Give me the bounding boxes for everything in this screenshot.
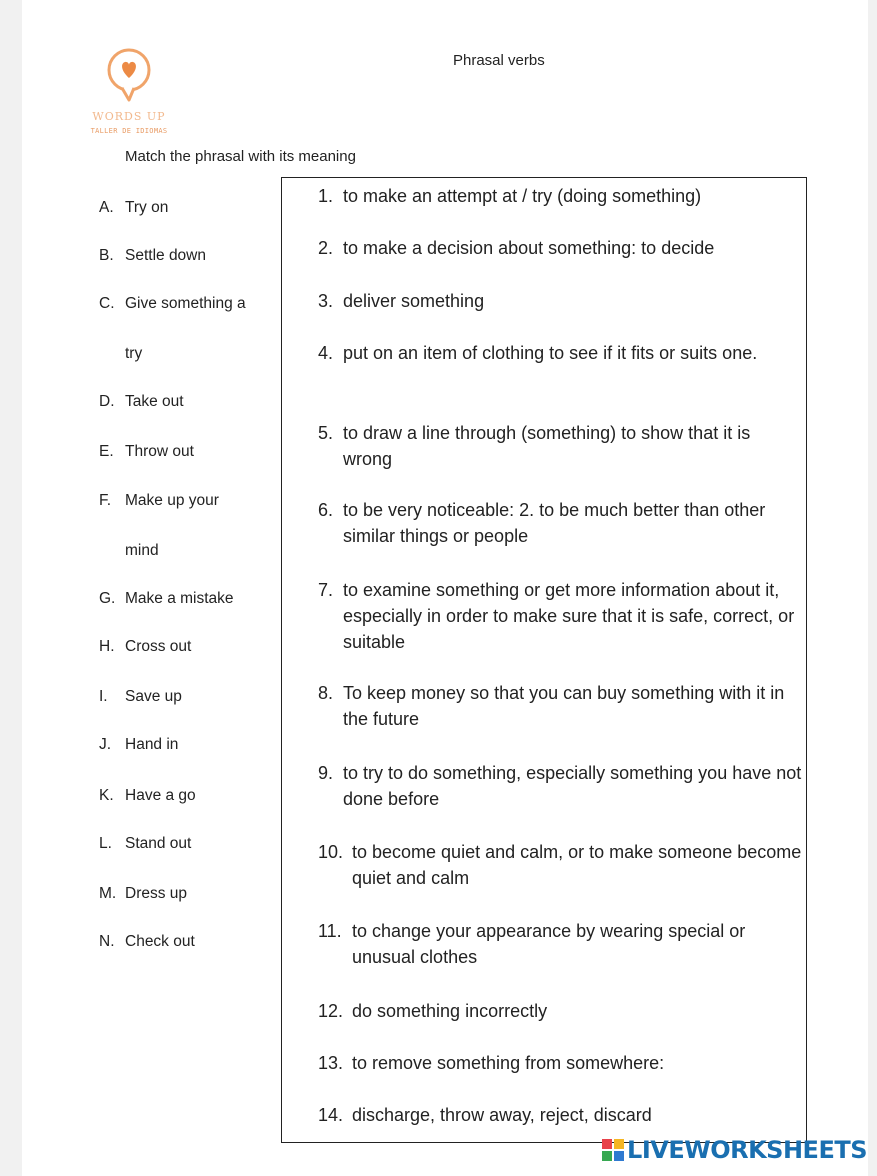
definition-14: 14. discharge, throw away, reject, discard [318,1105,652,1125]
definition-1: 1. to make an attempt at / try (doing something) [318,186,702,206]
phrasal-item-k: K. Have a go [99,787,196,804]
liveworksheets-logo-icon [602,1139,624,1161]
liveworksheets-brand: LIVEWORKSHEETS [627,1136,867,1164]
phrasal-item-b: B. Settle down [99,247,206,264]
definition-3: 3. deliver something [318,291,485,311]
definition-8: 8. To keep money so that you can buy something with it in the future [318,683,785,729]
phrasal-item-d: D. Take out [99,393,184,410]
definition-11: 11. to change your appearance by wearing special or unusual clothes [318,921,746,967]
definition-13: 13. to remove something from somewhere: [318,1053,665,1073]
phrasal-item-c: C. Give something a [99,295,246,312]
phrasal-item-c-cont: try [125,345,143,362]
instruction-text: Match the phrasal with its meaning [125,148,356,165]
phrasal-item-i: I. Save up [99,688,182,705]
phrasal-item-n: N. Check out [99,933,195,950]
definition-4: 4. put on an item of clothing to see if it fits or suits one. [318,343,758,363]
phrasal-item-g: G. Make a mistake [99,590,234,607]
logo-name: WORDS UP [92,110,166,123]
definition-5: 5. to draw a line through (something) to show that it is wrong [318,423,751,469]
definition-9: 9. to try to do something, especially something you have not done before [318,763,802,809]
phrasal-item-f: F. Make up your [99,492,219,509]
definition-2: 2. to make a decision about something: to decide [318,238,715,258]
phrasal-item-f-cont: mind [125,542,159,559]
definition-7: 7. to examine something or get more information about it, especially in order to make sure that it is safe, correct, or suitable [318,580,795,652]
phrasal-item-e: E. Throw out [99,443,194,460]
page-title: Phrasal verbs [453,52,545,69]
phrasal-item-a: A. Try on [99,199,169,216]
phrasal-item-m: M. Dress up [99,885,188,902]
definition-10: 10. to become quiet and calm, or to make someone become quiet and calm [318,842,802,888]
liveworksheets-watermark [602,1135,867,1165]
phrasal-item-l: L. Stand out [99,835,192,852]
logo-subtitle: TALLER DE IDIOMAS [90,127,168,135]
definition-6: 6. to be very noticeable: 2. to be much better than other similar things or people [318,500,766,546]
definition-12: 12. do something incorrectly [318,1001,548,1021]
phrasal-item-h: H. Cross out [99,638,192,655]
phrasal-item-j: J. Hand in [99,736,179,753]
